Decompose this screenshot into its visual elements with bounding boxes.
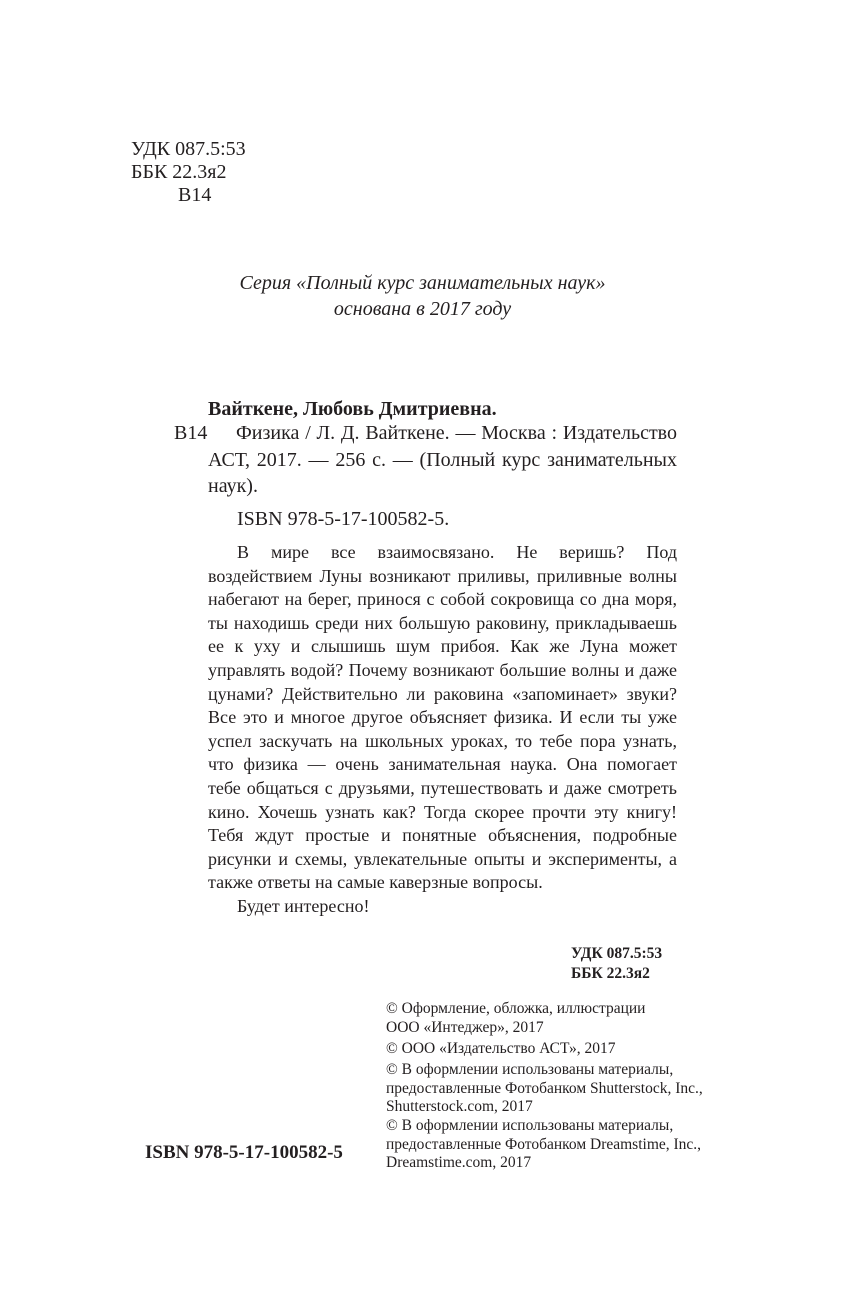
annotation [208,541,677,919]
copyright-line: предоставленные Фотобанком Dreamstime, Inc., [386,1135,702,1153]
copyright-line: Dreamstime.com, 2017 [386,1154,532,1171]
copyright-design [386,1000,756,1037]
copyright-line: © В оформлении использованы материалы, [386,1117,674,1134]
isbn-bottom: ISBN 978-5-17-100582-5 [145,1142,343,1163]
copyright-dreamstime [386,1117,756,1173]
bbk-code-top: ББК 22.3я2 [131,161,227,183]
copyright-line: © В оформлении использованы материалы, [386,1061,674,1078]
copyright-line: © Оформление, обложка, иллюстрации [386,1000,646,1017]
copyright-publisher [386,1040,756,1059]
copyright-line: Shutterstock.com, 2017 [386,1098,533,1115]
annotation-paragraph: В мире все взаимосвязано. Не веришь? Под воздействием Луны возникают приливы, приливные волны набегают на берег, принося с собой сокровища со дна моря, ты находишь среди них большую раковину, прикладываешь ее к уху и слышишь шум прибоя. Как же Луна может управлять водой? Почему возникают большие волны и даже цунами? Действительно ли раковина «запоминает» звуки? Все это и многое другое объясняет физика. И если ты уже успел заскучать на школьных уроках, то тебе пора узнать, что физика — очень занимательная наука. Она помогает тебе общаться с друзьями, путешествовать и даже смотреть кино. Хочешь узнать как? Тогда скорее прочти эту книгу! Тебя ждут простые и понятные объяснения, подробные рисунки и схемы, увлекательные опыты и эксперименты, а также ответы на самые каверзные вопросы. [208,542,677,893]
bbk-code-bottom: ББК 22.3я2 [571,965,650,982]
copyright-line: предоставленные Фотобанком Shutterstock, Inc., [386,1079,703,1097]
author-mark-top: В14 [178,184,212,206]
card-author-mark: В14 [174,422,208,444]
copyright-line: © ООО «Издательство АСТ», 2017 [386,1040,616,1057]
udk-code-bottom: УДК 087.5:53 [571,945,663,962]
card-isbn: ISBN 978-5-17-100582-5. [237,508,450,530]
card-author: Вайткене, Любовь Дмитриевна. [208,398,497,420]
udk-code-top: УДК 087.5:53 [131,138,246,160]
series-line-1: Серия «Полный курс занимательных наук» [239,272,606,294]
series-line-2: основана в 2017 году [333,298,512,320]
annotation-closing: Будет интересно! [237,895,370,916]
copyright-line: ООО «Интеджер», 2017 [386,1018,544,1036]
copyright-shutterstock [386,1061,756,1117]
card-title-entry: Физика / Л. Д. Вайткене. — Москва : Издательство АСТ, 2017. — 256 с. — (Полный курс занимательных наук). [208,422,677,497]
